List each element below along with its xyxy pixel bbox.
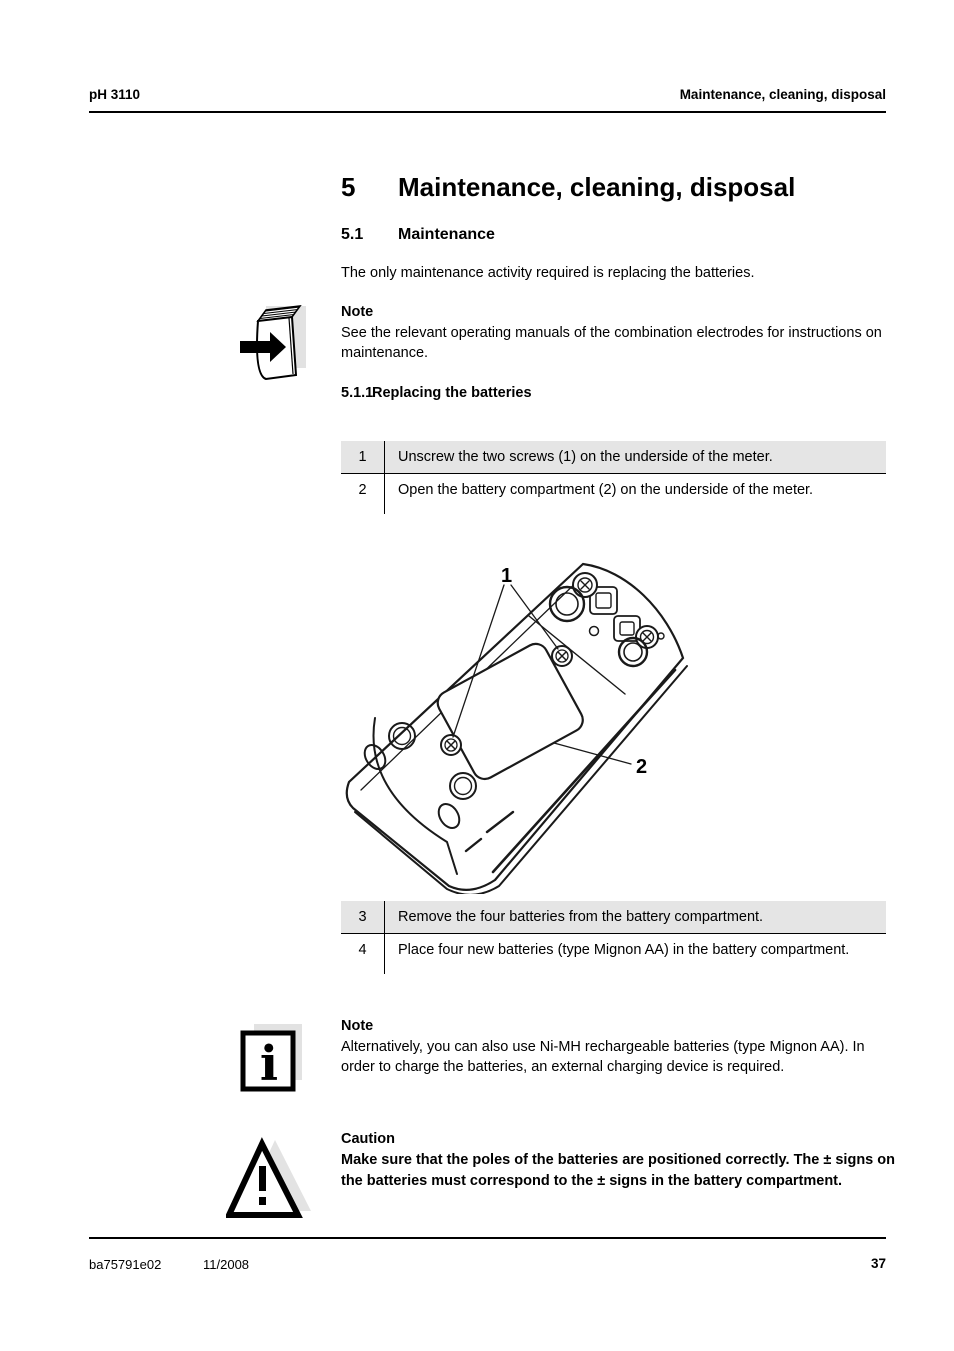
step-text: Open the battery compartment (2) on the underside of the meter.	[398, 482, 814, 498]
note-1-text: See the relevant operating manuals of the combination electrodes for instructions on maintenance.	[341, 325, 882, 361]
footer-page-number: 37	[870, 1256, 886, 1271]
caution-label: Caution	[341, 1131, 395, 1147]
step-text: Unscrew the two screws (1) on the underside of the meter.	[398, 449, 773, 465]
table-row	[341, 934, 886, 974]
subsection-heading	[341, 385, 532, 401]
subsection-number: 5.1.1	[341, 385, 374, 401]
footer-rule	[89, 1237, 886, 1239]
svg-text:i: i	[259, 1036, 279, 1092]
footer-date: 11/2008	[203, 1257, 250, 1272]
step-text: Remove the four batteries from the battery compartment.	[398, 909, 764, 925]
steps-table-b	[341, 901, 886, 974]
note-1	[341, 302, 893, 363]
book-arrow-icon	[238, 303, 312, 388]
note-1-label: Note	[341, 304, 374, 320]
header-right: Maintenance, cleaning, disposal	[679, 87, 886, 102]
chapter-number: 5	[341, 172, 356, 202]
chapter-title: Maintenance, cleaning, disposal	[398, 172, 796, 202]
table-row	[341, 474, 886, 514]
table-row	[341, 441, 886, 474]
screw-bottom	[441, 735, 461, 755]
header-rule	[89, 111, 886, 113]
note-2	[341, 1016, 893, 1077]
table-row	[341, 901, 886, 934]
intro-paragraph: The only maintenance activity required is replacing the batteries.	[341, 265, 755, 281]
section-title: Maintenance	[398, 226, 495, 243]
caution-text: Make sure that the poles of the batteries are positioned correctly. The ± signs on the batteries must correspond to the ± signs in the battery compartment.	[341, 1152, 895, 1189]
caution-block	[341, 1129, 907, 1192]
section-heading	[341, 226, 495, 244]
chapter-heading	[341, 172, 795, 203]
steps-table-a	[341, 441, 886, 514]
figure-label-2: 2	[636, 756, 648, 778]
meter-underside-figure	[345, 558, 713, 899]
step-text: Place four new batteries (type Mignon AA) in the battery compartment.	[398, 942, 850, 958]
step-number: 3	[341, 901, 385, 933]
header-left: pH 3110	[89, 87, 141, 102]
section-number: 5.1	[341, 226, 364, 243]
screw-top	[552, 646, 572, 666]
warning-icon	[226, 1136, 318, 1229]
figure-label-1: 1	[501, 565, 513, 587]
note-2-text: Alternatively, you can also use Ni-MH rechargeable batteries (type Mignon AA). In order to charge the batteries, an external charging device is required.	[341, 1039, 865, 1075]
info-icon	[240, 1022, 306, 1099]
subsection-title: Replacing the batteries	[372, 385, 532, 401]
step-number: 2	[341, 474, 385, 514]
footer-doc-id: ba75791e02	[89, 1257, 162, 1272]
note-2-label: Note	[341, 1018, 374, 1034]
step-number: 1	[341, 441, 385, 473]
step-number: 4	[341, 934, 385, 974]
